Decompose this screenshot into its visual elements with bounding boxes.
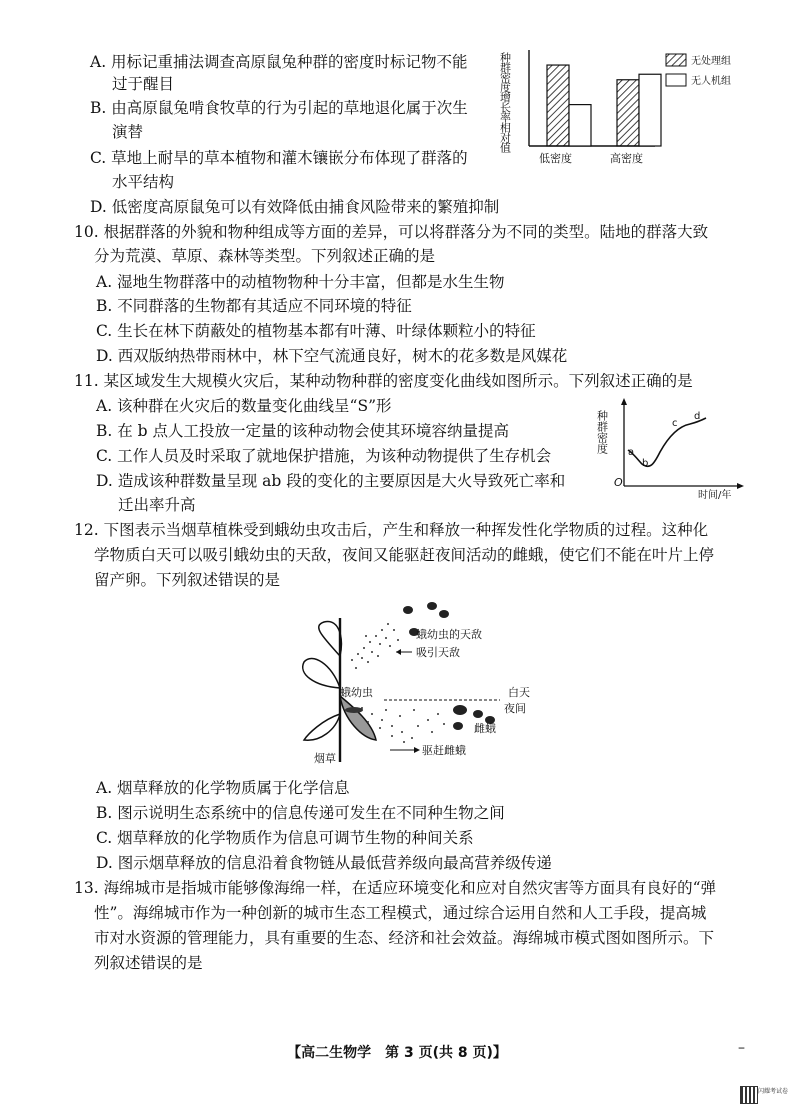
leaf [303,658,340,688]
bar-treated-high [617,80,639,146]
q9-option-a-line1: A. 用标记重捕法调查高原鼠兔种群的密度时标记物不能 [90,53,468,71]
point-c-label: c [672,418,678,429]
page-footer: 【高二生物学 第 3 页(共 8 页)】 [287,1045,507,1061]
q9-option-b-line1: B. 由高原鼠兔啃食牧草的行为引起的草地退化属于次生 [90,99,468,117]
origin-label: O [614,476,623,489]
label-moth: 雌蛾 [474,722,496,735]
q11-option-a: A. 该种群在火灾后的数量变化曲线呈“S”形 [96,397,392,415]
q12-option-a: A. 烟草释放的化学物质属于化学信息 [96,779,350,797]
q11-option-b: B. 在 b 点人工投放一定量的该种动物会使其环境容纳量提高 [96,422,510,440]
point-d-label: d [694,411,701,422]
q10-stem-line2: 分为荒漠、草原、森林等类型。下列叙述正确的是 [94,247,436,265]
q12-tobacco-diagram [292,596,554,768]
q10-option-b: B. 不同群落的生物都有其适应不同环境的特征 [96,297,412,315]
q12-option-b: B. 图示说明生态系统中的信息传递可发生在不同种生物之间 [96,804,505,822]
label-tobacco: 烟草 [314,752,336,765]
label-night: 夜间 [504,702,526,715]
q12-stem-line3: 留产卵。下列叙述错误的是 [94,571,281,589]
q11-density-curve [595,398,748,501]
legend-swatch-treated [666,54,686,66]
q11-stem: 11. 某区域发生大规模火灾后，某种动物种群的密度变化曲线如图所示。下列叙述正确的是 [74,372,693,390]
point-b-label: b [642,458,649,469]
label-larva: 蛾幼虫 [340,686,373,699]
q9-option-c-line2: 水平结构 [112,173,175,191]
q12-stem-line2: 学物质白天可以吸引蛾幼虫的天敌，夜间又能驱赶夜间活动的雌蛾，使它们不能在叶片上停 [94,546,715,564]
q9-bar-chart [495,44,740,174]
q12-option-d: D. 图示烟草释放的信息沿着食物链从最低营养级向最高营养级传递 [96,854,552,872]
label-enemy: 蛾幼虫的天敌 [416,628,482,641]
q11-option-d-line2: 迁出率升高 [118,496,196,514]
label-attract: 吸引天敌 [416,646,460,659]
brand-mark: 闪耀考试卷 [758,1088,789,1095]
y-axis-label: 种群密度 [595,410,609,454]
q12-option-c: C. 烟草释放的化学物质作为信息可调节生物的种间关系 [96,829,474,847]
legend-swatch-drone [666,74,686,86]
q9-option-d: D. 低密度高原鼠兔可以有效降低由捕食风险带来的繁殖抑制 [90,198,500,216]
q9-option-b-line2: 演替 [112,123,144,141]
q10-option-d: D. 西双版纳热带雨林中，林下空气流通良好，树木的花多数是风媒花 [96,347,568,365]
x-axis-label: 时间/年 [698,490,732,501]
bar-drone-low [569,105,591,146]
point-a-label: a [628,447,635,458]
q13-stem-line3: 市对水资源的管理能力，具有重要的生态、经济和社会效益。海绵城市模式图如图所示。下 [94,929,715,947]
q13-stem-line1: 13. 海绵城市是指城市能够像海绵一样，在适应环境变化和应对自然灾害等方面具有良好的“弹 [74,879,717,897]
q13-stem-line4: 列叙述错误的是 [94,954,203,972]
density-curve [628,418,706,466]
label-repel: 驱赶雌蛾 [422,744,466,757]
q10-option-a: A. 湿地生物群落中的动植物物种十分丰富，但都是水生生物 [96,273,505,291]
q12-stem-line1: 12. 下图表示当烟草植株受到蛾幼虫攻击后，产生和释放一种挥发性化学物质的过程。这种化 [74,521,709,539]
bar-treated-low [547,65,569,146]
leaf-attacked [340,696,376,740]
y-axis-label: 种群密度增长率相对值 [498,52,512,152]
corner-dash: – [738,1040,745,1056]
x-tick-high: 高密度 [610,152,643,165]
volatile-dots-day [351,623,399,669]
q9-option-c-line1: C. 草地上耐旱的草本植物和灌木镶嵌分布体现了群落的 [90,149,468,167]
bar-drone-high [639,74,661,146]
larva-icon [345,707,363,713]
q10-option-c: C. 生长在林下荫蔽处的植物基本都有叶薄、叶绿体颗粒小的特征 [96,322,536,340]
q11-option-d-line1: D. 造成该种群数量呈现 ab 段的变化的主要原因是大火导致死亡率和 [96,472,566,490]
label-day: 白天 [508,686,530,699]
q13-stem-line2: 性”。海绵城市作为一种创新的城市生态工程模式，通过综合运用自然和人工手段，提高城 [94,904,707,922]
legend-label-drone: 无人机组 [691,76,731,87]
qr-code-icon [740,1086,758,1104]
leaf [304,714,340,740]
q9-option-a-line2: 过于醒目 [112,75,175,93]
x-tick-low: 低密度 [539,152,572,165]
q10-stem-line1: 10. 根据群落的外貌和物种组成等方面的差异，可以将群落分为不同的类型。陆地的群落大致 [74,223,709,241]
q11-option-c: C. 工作人员及时采取了就地保护措施，为该种动物提供了生存机会 [96,447,552,465]
legend-label-treated: 无处理组 [691,56,731,67]
leaf [319,622,342,656]
